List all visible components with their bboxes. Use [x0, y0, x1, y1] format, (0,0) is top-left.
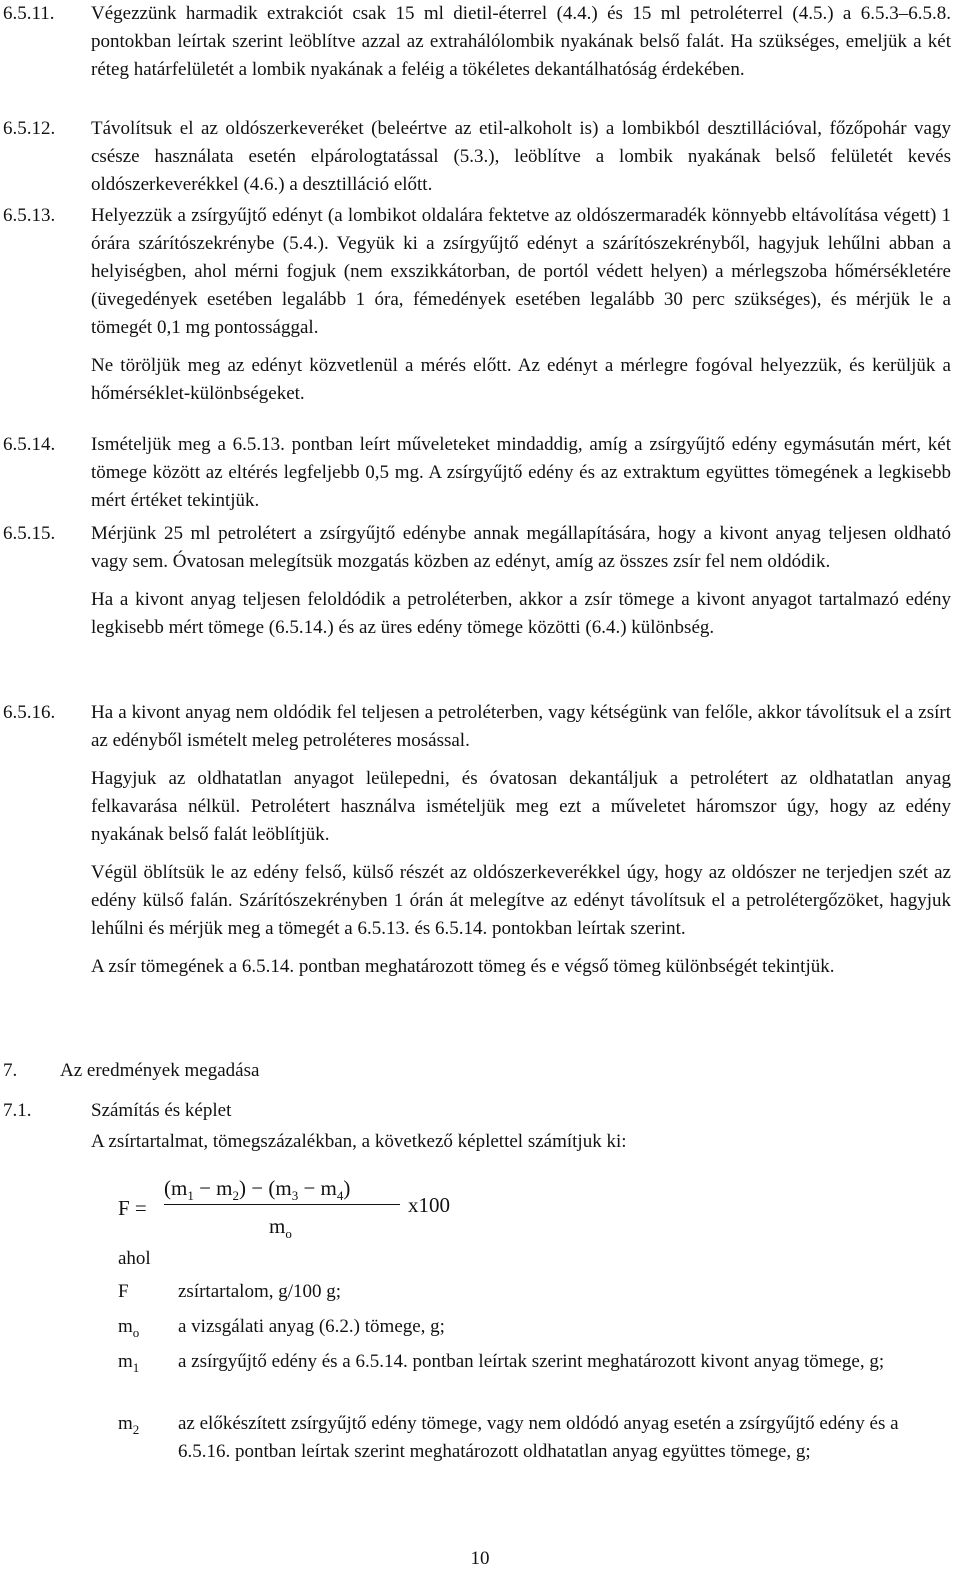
section-body: [91, 1097, 951, 1156]
section-body: [91, 0, 951, 84]
paragraph: Végül öblítsük le az edény felső, külső részét az oldószerkeverékkel úgy, hogy az oldószer ne terjedjen szét az edény külső falán. Szárítószekrényben 1 órán át melegítve az edényt távolítsuk el a petrolétergőzöket, hagyjuk lehűlni és mérjük meg a tömegét a 6.5.13. és 6.5.14. pontokban leírtak szerint.: [91, 862, 951, 939]
paragraph: Mérjünk 25 ml petrolétert a zsírgyűjtő edénybe annak megállapítására, hogy a kivont anyag teljesen oldható vagy sem. Óvatosan melegítsük mozgatás közben az edényt, amíg az összes zsír fel nem oldódik.: [91, 523, 951, 572]
paragraph: Ne töröljük meg az edényt közvetlenül a mérés előtt. Az edényt a mérlegre fogóval helyezzük, és kerüljük a hőmérséklet-különbségeket.: [91, 355, 951, 404]
section-body: [91, 202, 951, 408]
heading-7: [3, 1057, 260, 1085]
paragraph: Helyezzük a zsírgyűjtő edényt (a lombikot oldalára fektetve az oldószermaradék könnyebb eltávolítása végett) 1 órára szárítószekrénybe (5.4.). Vegyük ki a zsírgyűjtő edényt a szárítószekrényből, hagyjuk lehűlni abban a helyiségben, ahol mérni fogjuk (nem exszikkátorban, de portól védett helyen) a mérlegszoba hőmérsékletére (üvegedények esetében legalább 1 óra, fémedények esetében legalább 30 perc szükséges), és mérjük le a tömegét 0,1 mg pontossággal.: [91, 205, 951, 338]
definition-symbol: $m_1$: [118, 1351, 140, 1375]
definition-text: a zsírgyűjtő edény és a 6.5.14. pontban leírtak szerint meghatározott kivont anyag tömege, g;: [178, 1351, 885, 1372]
paragraph: Végezzünk harmadik extrakciót csak 15 ml dietil-éterrel (4.4.) és 15 ml petroléterrel (4.5.) a 6.5.3–6.5.8. pontokban leírtak szerint leöblítve azzal az extrahálólombik nyakának belső falát. Ha szükséges, emeljük a két réteg határfelületét a lombik nyakának a feléig a tökéletes dekantálhatóság érdekében.: [91, 3, 951, 80]
fat-content-formula: [118, 1170, 478, 1250]
section-number: 7.1.: [3, 1100, 32, 1121]
section-number: 6.5.15.: [3, 523, 56, 544]
section-number: 6.5.11.: [3, 3, 55, 24]
formula-intro: A zsírtartalmat, tömegszázalékban, a következő képlettel számítjuk ki:: [91, 1131, 627, 1152]
definition-text: zsírtartalom, g/100 g;: [178, 1281, 342, 1302]
formula-numerator: $(m_1 - m_2) - (m_3 - m_4)$: [164, 1176, 351, 1203]
formula-denominator: $m_o$: [269, 1214, 292, 1241]
section-number: 6.5.14.: [3, 434, 56, 455]
section-body: [91, 520, 951, 642]
section-number: 6.5.16.: [3, 702, 56, 723]
fraction-bar: [164, 1204, 400, 1205]
section-body: [91, 431, 951, 515]
paragraph: Távolítsuk el az oldószerkeveréket (beleértve az etil-alkoholt is) a lombikból desztillációval, főzőpohár vagy csésze használata esetén elpárologtatással (5.3.), leöblítve a lombik nyakának belső felületét kevés oldószerkeverékkel (4.6.) a desztilláció előtt.: [91, 118, 951, 195]
definition-text: az előkészített zsírgyűjtő edény tömege, vagy nem oldódó anyag esetén a zsírgyűjtő edény és a 6.5.16. pontban leírtak szerint meghatározott oldhatatlan anyag együttes tömege, g;: [178, 1413, 899, 1462]
section-title: Számítás és képlet: [91, 1100, 232, 1121]
section-body: [91, 115, 951, 199]
section-body: [91, 699, 951, 981]
formula-lhs: F =: [118, 1196, 147, 1220]
section-number: 6.5.13.: [3, 205, 56, 226]
definition-symbol: F: [118, 1281, 129, 1302]
paragraph: Ha a kivont anyag nem oldódik fel teljesen a petroléterben, vagy kétségünk van felőle, akkor távolítsuk el a zsírt az edényből ismételt meleg petroléteres mosással.: [91, 702, 951, 751]
definition-symbol: $m_o$: [118, 1316, 140, 1340]
formula-multiplier: x100: [408, 1193, 450, 1217]
heading-title: Az eredmények megadása: [60, 1060, 260, 1081]
page-number: 10: [470, 1548, 490, 1569]
heading-number: 7.: [3, 1060, 18, 1081]
paragraph: Ha a kivont anyag teljesen feloldódik a petroléterben, akkor a zsír tömege a kivont anyagot tartalmazó edény legkisebb mért tömege (6.5.14.) és az üres edény tömege közötti (6.4.) különbség.: [91, 589, 951, 638]
ahol-label: ahol: [118, 1248, 151, 1269]
paragraph: Hagyjuk az oldhatatlan anyagot leülepedni, és óvatosan dekantáljuk a petrolétert az oldhatatlan anyag felkavarása nélkül. Petrolétert használva ismételjük meg ezt a műveletet háromszor úgy, hogy az edény nyakának belső falát leöblítjük.: [91, 768, 951, 845]
section-number: 6.5.12.: [3, 118, 56, 139]
definition-text: a vizsgálati anyag (6.2.) tömege, g;: [178, 1316, 445, 1337]
paragraph: A zsír tömegének a 6.5.14. pontban meghatározott tömeg és e végső tömeg különbségét tekintjük.: [91, 956, 835, 977]
paragraph: Ismételjük meg a 6.5.13. pontban leírt műveleteket mindaddig, amíg a zsírgyűjtő edény egymásután mért, két tömege között az eltérés legfeljebb 0,5 mg. A zsírgyűjtő edény és az extraktum együttes tömegének a legkisebb mért értéket tekintjük.: [91, 434, 951, 511]
definition-symbol: $m_2$: [118, 1413, 140, 1437]
